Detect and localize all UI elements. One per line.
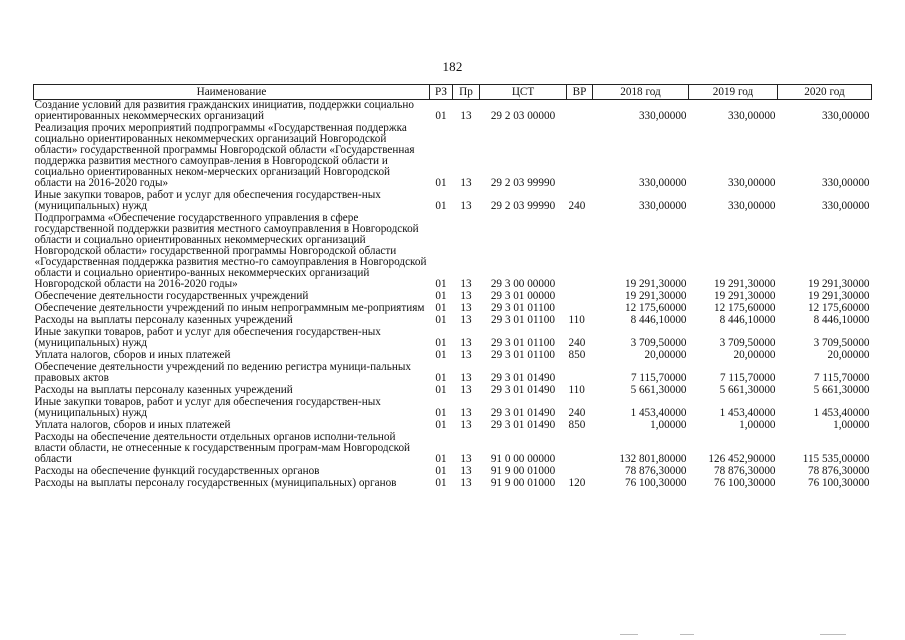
table-row [34,432,872,466]
cell-vr: 240 [568,337,586,349]
cell-rz: 01 [435,314,447,326]
cell-cst: 29 3 01 01100 [491,314,555,326]
cell-pr: 13 [460,349,472,361]
cell-y2018: 3 709,50000 [630,337,687,349]
cell-pr: 13 [460,278,472,290]
cell-y2019: 330,00000 [727,200,776,212]
cell-rz: 01 [435,349,447,361]
cell-pr: 13 [460,314,472,326]
cell-y2018: 19 291,30000 [624,290,687,302]
table-row [34,478,872,490]
cell-y2018: 330,00000 [638,177,687,189]
cell-cst: 29 2 03 00000 [490,110,556,122]
cell-name: Расходы на выплаты персоналу казенных учреждений [34,384,293,396]
cell-cst: 91 0 00 00000 [490,453,556,465]
cell-pr: 13 [460,200,472,212]
cell-name: Обеспечение деятельности учреждений по ведению регистра муници-пальных правовых актов [34,361,411,384]
cell-y2018: 132 801,80000 [619,453,687,465]
cell-vr: 120 [568,477,586,489]
cell-pr: 13 [460,290,472,302]
cell-rz: 01 [435,110,447,122]
cell-name: Расходы на выплаты персоналу государственных (муниципальных) органов [34,477,397,489]
cell-name: Уплата налогов, сборов и иных платежей [34,419,231,431]
cell-pr: 13 [460,110,472,122]
cell-pr: 13 [460,337,472,349]
cell-cst: 29 3 01 01100 [491,337,555,349]
cell-rz: 01 [435,453,447,465]
cell-vr: 850 [568,349,586,361]
cell-cst: 91 9 00 01000 [490,465,556,477]
cell-y2020: 5 661,30000 [813,384,870,396]
cell-y2020: 76 100,30000 [807,477,870,489]
cell-y2019: 20,00000 [733,349,776,361]
cell-pr: 13 [460,453,472,465]
cell-name: Иные закупки товаров, работ и услуг для обеспечения государствен-ных (муниципальных) нужд [34,326,381,349]
cell-y2020: 8 446,10000 [813,314,870,326]
cell-y2018: 7 115,70000 [630,372,687,384]
header-cst: ЦСТ [480,85,567,100]
cell-y2019: 330,00000 [727,177,776,189]
cell-pr: 13 [460,407,472,419]
cell-y2019: 5 661,30000 [719,384,776,396]
cell-cst: 29 3 01 01490 [490,407,556,419]
header-pr: Пр [453,85,480,100]
cell-y2019: 19 291,30000 [713,278,776,290]
cell-y2020: 12 175,60000 [807,302,870,314]
cell-y2020: 3 709,50000 [813,337,870,349]
cell-name: Расходы на обеспечение функций государственных органов [34,465,320,477]
cell-y2020: 19 291,30000 [807,278,870,290]
cell-rz: 01 [435,177,447,189]
cell-y2020: 1 453,40000 [813,407,870,419]
cell-rz: 01 [435,302,447,314]
cell-pr: 13 [460,477,472,489]
cell-rz: 01 [435,477,447,489]
cell-cst: 29 3 01 01490 [490,384,556,396]
cell-y2019: 78 876,30000 [713,465,776,477]
cell-y2020: 1,00000 [833,419,870,431]
header-name: Наименование [34,85,430,100]
cell-cst: 29 3 01 01100 [491,302,555,314]
cell-y2018: 330,00000 [638,200,687,212]
cell-pr: 13 [460,465,472,477]
scan-edge-marks [600,632,900,640]
table-row [34,397,872,420]
cell-y2020: 330,00000 [821,177,870,189]
header-2019: 2019 год [689,85,778,100]
table-header [34,85,872,100]
cell-rz: 01 [435,465,447,477]
cell-y2020: 115 535,00000 [802,453,870,465]
cell-y2018: 12 175,60000 [624,302,687,314]
table-row [34,123,872,190]
cell-vr [567,362,593,385]
cell-rz: 01 [435,290,447,302]
cell-y2018: 19 291,30000 [624,278,687,290]
header-rz: РЗ [430,85,453,100]
cell-y2018: 1 453,40000 [630,407,687,419]
cell-cst: 29 3 01 01490 [490,419,556,431]
cell-rz: 01 [435,419,447,431]
table-body [34,100,872,491]
cell-y2020: 19 291,30000 [807,290,870,302]
cell-pr: 13 [460,177,472,189]
cell-vr [567,432,593,466]
cell-vr: 240 [568,200,586,212]
cell-pr: 13 [460,384,472,396]
cell-name: Реализация прочих мероприятий подпрограммы «Государственная поддержка социально ориентированных некоммерческих организаций Новгородской области» государственной программы Новгородской области «Государственная поддержка развития местного самоуправ-ления в Новгородской области и социально ориентированных неком-мерческих организаций Новгородской области на 2016-2020 годы» [34,122,415,189]
cell-cst: 29 3 01 00000 [490,290,556,302]
table-row [34,100,872,124]
cell-vr: 850 [568,419,586,431]
cell-vr [567,213,593,291]
cell-y2018: 78 876,30000 [624,465,687,477]
cell-cst: 29 3 00 00000 [490,278,556,290]
cell-y2019: 19 291,30000 [713,290,776,302]
cell-vr [567,291,593,303]
cell-y2018: 20,00000 [644,349,687,361]
cell-pr: 13 [460,419,472,431]
cell-name: Уплата налогов, сборов и иных платежей [34,349,231,361]
cell-rz: 01 [435,407,447,419]
cell-vr: 110 [568,384,585,396]
cell-name: Расходы на обеспечение деятельности отдельных органов исполни-тельной власти области, не отнесенные к государственным програм-мам Новгородской области [34,431,411,465]
cell-y2020: 7 115,70000 [813,372,870,384]
cell-y2019: 8 446,10000 [719,314,776,326]
cell-y2019: 330,00000 [727,110,776,122]
cell-name: Расходы на выплаты персоналу казенных учреждений [34,314,293,326]
cell-vr [567,100,593,124]
cell-y2018: 8 446,10000 [630,314,687,326]
cell-y2018: 76 100,30000 [624,477,687,489]
cell-y2019: 126 452,90000 [708,453,776,465]
table-row [34,362,872,385]
cell-rz: 01 [435,372,447,384]
cell-name: Подпрограмма «Обеспечение государственного управления в сфере государственной поддержки развития местного самоуправления в Новгородской области и социально ориентированных некоммерческих организаций Новгородской области» государственной программы Новгородской области «Государственная поддержка развития местно-го самоуправления в Новгородской области и социально ориентиро-ванных некоммерческих организаций Новгородской области на 2016-2020 годы» [34,212,427,290]
header-2018: 2018 год [593,85,689,100]
table-row [34,327,872,350]
cell-cst: 29 3 01 01100 [491,349,555,361]
header-vr: ВР [567,85,593,100]
cell-rz: 01 [435,337,447,349]
cell-y2019: 12 175,60000 [713,302,776,314]
cell-rz: 01 [435,278,447,290]
cell-y2020: 20,00000 [827,349,870,361]
cell-pr: 13 [460,302,472,314]
budget-table [33,84,872,490]
cell-vr: 110 [568,314,585,326]
cell-y2019: 1 453,40000 [719,407,776,419]
cell-pr: 13 [460,372,472,384]
table-row [34,213,872,291]
cell-cst: 29 2 03 99990 [490,177,556,189]
cell-y2020: 78 876,30000 [807,465,870,477]
header-2020: 2020 год [778,85,872,100]
cell-cst: 29 3 01 01490 [490,372,556,384]
page-number: 182 [442,59,463,74]
cell-y2019: 3 709,50000 [719,337,776,349]
cell-name: Иные закупки товаров, работ и услуг для обеспечения государствен-ных (муниципальных) нужд [34,396,381,419]
cell-name: Обеспечение деятельности учреждений по иным непрограммным ме-роприятиям [34,302,425,314]
cell-rz: 01 [435,200,447,212]
cell-cst: 29 2 03 99990 [490,200,556,212]
cell-y2020: 330,00000 [821,110,870,122]
cell-rz: 01 [435,384,447,396]
cell-name: Обеспечение деятельности государственных учреждений [34,290,309,302]
cell-name: Создание условий для развития гражданских инициатив, поддержки социально ориентированных некоммерческих организаций [34,99,414,122]
cell-y2019: 76 100,30000 [713,477,776,489]
cell-cst: 91 9 00 01000 [490,477,556,489]
cell-y2019: 1,00000 [739,419,776,431]
cell-y2018: 330,00000 [638,110,687,122]
cell-vr: 240 [568,407,586,419]
cell-y2018: 1,00000 [650,419,687,431]
cell-y2018: 5 661,30000 [630,384,687,396]
cell-y2019: 7 115,70000 [719,372,776,384]
cell-vr [567,123,593,190]
cell-name: Иные закупки товаров, работ и услуг для обеспечения государствен-ных (муниципальных) нужд [34,189,381,212]
cell-y2020: 330,00000 [821,200,870,212]
table-row [34,190,872,213]
